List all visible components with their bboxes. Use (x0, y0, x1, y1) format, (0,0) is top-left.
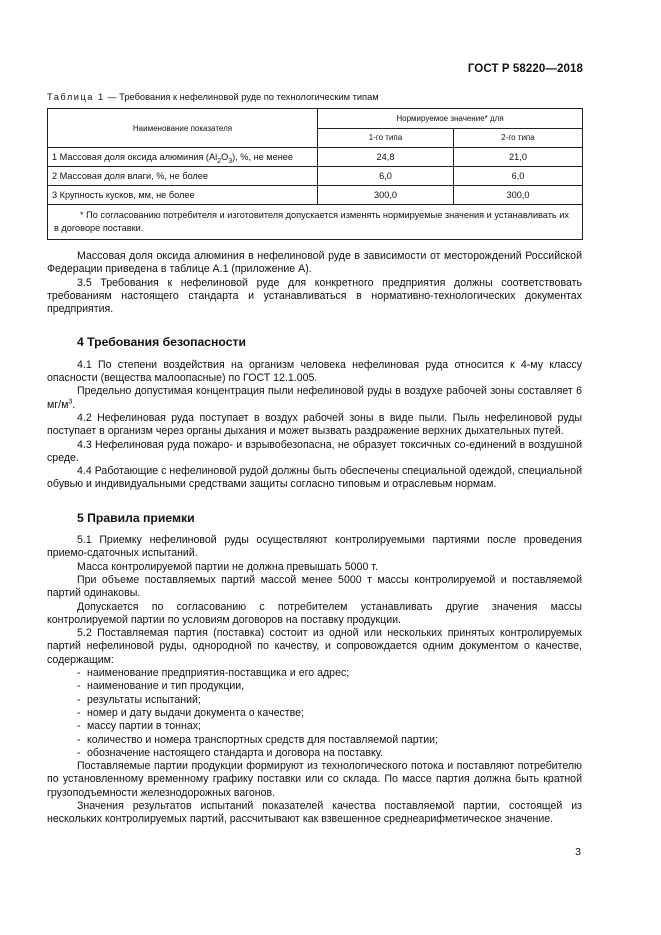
row-value-type1: 300,0 (318, 186, 454, 205)
col-header-type1: 1-го типа (318, 128, 454, 148)
contents-list (47, 667, 582, 760)
list-item: - номер и дату выдачи документа о качестве; (77, 706, 304, 719)
section-title: 4 Требования безопасности (77, 335, 246, 350)
table-row (48, 148, 583, 167)
paragraph: Значения результатов испытаний показателей качества поставляемой партии, состоящей из нескольких контролируемых партий, рассчитывают как взвешенное среднеарифметическое значение. (47, 799, 582, 826)
col-header-type2: 2-го типа (454, 128, 583, 148)
col-header-group: Нормируемое значение* для (318, 109, 583, 129)
paragraph: Массовая доля оксида алюминия в нефелиновой руде в зависимости от месторождений Российской Федерации приведена в таблице А.1 (приложение А). (47, 250, 582, 276)
table-row (48, 167, 583, 186)
row-name: 2 Массовая доля влаги, %, не более (48, 167, 318, 186)
row-name: 1 Массовая доля оксида алюминия $(Al_2O_3)$, %, не менее (48, 148, 318, 167)
row-value-type2: 6,0 (454, 167, 583, 186)
paragraph: 5.1 Приемку нефелиновой руды осуществляют контролируемыми партиями после проведения приемо-сдаточных испытаний. (47, 534, 582, 560)
list-item: - результаты испытаний; (77, 693, 201, 706)
paragraph: 4.1 По степени воздействия на организм человека нефелиновая руда относится к 4-му классу опасности (вещества малоопасные) по ГОСТ 12.1.005. (47, 358, 582, 385)
paragraph: 4.3 Нефелиновая руда пожаро- и взрывобезопасна, не образует токсичных со-единений в воздушной среде. (47, 438, 582, 464)
document-body (47, 250, 582, 827)
paragraph: Поставляемые партии продукции формируют из технологического потока и поставляют потребителю по установленному временному графику поставки или со склада. По массе партия должна быть кратной грузоподъемности железнодорожных вагонов. (47, 760, 582, 799)
list-item: - обозначение настоящего стандарта и договора на поставку. (77, 746, 383, 759)
page-number: 3 (575, 846, 581, 858)
requirements-table (47, 108, 583, 240)
table-caption (47, 92, 379, 102)
row-value-type2: 300,0 (454, 186, 583, 205)
list-item: - массу партии в тоннах; (77, 720, 201, 733)
table-caption-text: — Требования к нефелиновой руде по технологическим типам (104, 92, 379, 102)
table-caption-label: Таблица 1 (47, 92, 105, 102)
paragraph: 5.2 Поставляемая партия (поставка) состоит из одной или нескольких принятых контролируемых партий нефелиновой руды, однородной по качеству, и сопровождается одним документом о качестве, содержащим: (47, 627, 582, 666)
paragraph: Допускается по согласованию с потребителем устанавливать другие значения массы контролируемой партии по условиям договоров на поставку продукции. (47, 600, 582, 626)
paragraph: 3.5 Требования к нефелиновой руде для конкретного предприятия должны соответствовать требованиям настоящего стандарта и устанавливаться в нормативно-технологических документах предприятия. (47, 276, 582, 316)
col-header-name: Наименование показателя (48, 109, 318, 148)
list-item: - количество и номера транспортных средств для поставляемой партии; (77, 733, 439, 746)
paragraph: 4.4 Работающие с нефелиновой рудой должны быть обеспечены специальной одеждой, специальной обувью и индивидуальными средствами защиты согласно типовым и отраслевым нормам. (47, 465, 582, 491)
table-row (48, 186, 583, 205)
standard-header: ГОСТ Р 58220—2018 (467, 63, 583, 75)
row-name: 3 Крупность кусков, мм, не более (48, 186, 318, 205)
paragraph: При объеме поставляемых партий массой менее 5000 т массы контролируемой и поставляемой партий одинаковы. (47, 573, 582, 600)
row-value-type1: 24,8 (318, 148, 454, 167)
paragraph: Предельно допустимая концентрация пыли нефелиновой руды в воздухе рабочей зоны составляет 6 $мг/м^3$. (47, 385, 582, 411)
paragraph: Масса контролируемой партии не должна превышать 5000 т. (77, 560, 378, 573)
list-item: - наименование предприятия-поставщика и его адрес; (77, 667, 350, 680)
list-item: - наименование и тип продукции, (77, 680, 245, 693)
table-footnote: * По согласованию потребителя и изготовителя допускается изменять нормируемые значения и устанавливать их в договоре поставки. (48, 205, 583, 240)
paragraph: 4.2 Нефелиновая руда поступает в воздух рабочей зоны в виде пыли. Пыль нефелиновой руды поступает в организм через органы дыхания и может вызвать раздражение верхних дыхательных путей. (47, 411, 582, 438)
row-value-type2: 21,0 (454, 148, 583, 167)
section-title: 5 Правила приемки (77, 510, 195, 525)
row-value-type1: 6,0 (318, 167, 454, 186)
